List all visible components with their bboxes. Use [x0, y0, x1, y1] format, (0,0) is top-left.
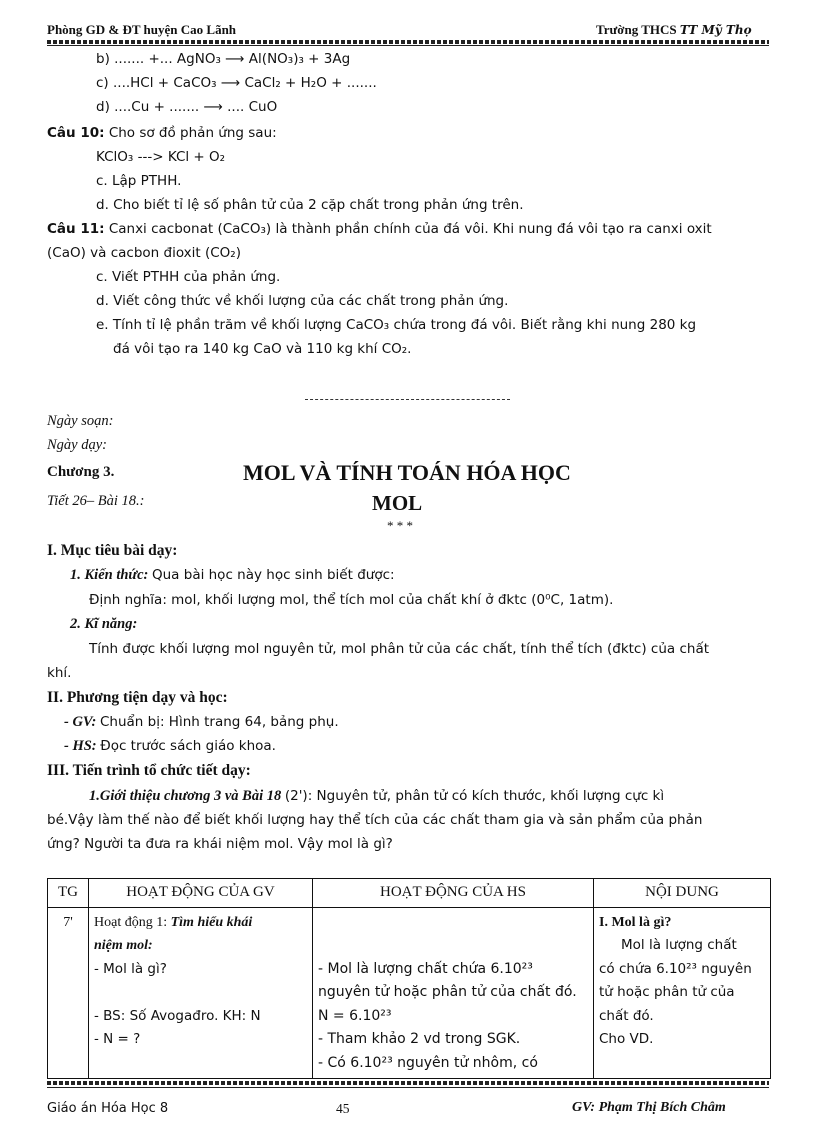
gv-q1: - Mol là gì? [94, 960, 167, 977]
gv-activity-name-cont: niệm mol: [94, 938, 153, 953]
skills-line1: Tính được khối lượng mol nguyên tử, mol phân tử của các chất, tính thể tích (đktc) của chất [89, 641, 710, 657]
section3-heading: III. Tiến trình tổ chức tiết dạy: [47, 762, 251, 779]
intro-line3: ứng? Người ta đưa ra khái niệm mol. Vậy mol là gì? [47, 836, 393, 852]
lesson-table [47, 878, 771, 1079]
hs-a1-l1: - Mol là lượng chất chứa 6.10²³ [318, 960, 533, 977]
ngay-day: Ngày dạy: [47, 437, 107, 453]
nd-title: I. Mol là gì? [599, 914, 672, 930]
hs-label: - HS: [64, 738, 97, 754]
cau11-item-e-cont: đá vôi tạo ra 140 kg CaO và 110 kg khí CO₂. [113, 341, 412, 357]
chapter-title: MOL VÀ TÍNH TOÁN HÓA HỌC [243, 460, 571, 485]
hs-a1-l2: nguyên tử hoặc phân tử của chất đó. [318, 984, 577, 1000]
gv-text: Chuẩn bị: Hình trang 64, bảng phụ. [99, 714, 339, 730]
th-nd: NỘI DUNG [594, 879, 771, 908]
stars: * * * [387, 518, 413, 533]
ngay-soan: Ngày soạn: [47, 413, 114, 429]
intro [89, 788, 664, 805]
reaction-c: c) ....HCl + CaCO₃ ⟶ CaCl₂ + H₂O + ....... [96, 75, 377, 91]
gv-prep [64, 714, 339, 731]
table-header-row [48, 879, 771, 908]
hs-a2: N = 6.10²³ [318, 1007, 392, 1024]
gv-activity-label: Hoạt động 1: [94, 914, 168, 930]
header-right [596, 22, 752, 38]
knowledge-detail: Định nghĩa: mol, khối lượng mol, thể tích mol của chất khí ở đktc (0⁰C, 1atm). [89, 592, 614, 608]
th-hs: HOẠT ĐỘNG CỦA HS [313, 879, 594, 908]
section2-heading: II. Phương tiện dạy và học: [47, 689, 228, 706]
cell-gv [89, 907, 313, 1079]
cell-nd [594, 907, 771, 1079]
th-gv: HOẠT ĐỘNG CỦA GV [89, 879, 313, 908]
cau11-line1: Canxi cacbonat (CaCO₃) là thành phần chính của đá vôi. Khi nung đá vôi tạo ra canxi oxit [108, 221, 712, 237]
footer-left: Giáo án Hóa Học 8 [47, 1101, 169, 1116]
section1-heading: I. Mục tiêu bài dạy: [47, 542, 178, 559]
knowledge-text: Qua bài học này học sinh biết được: [152, 567, 395, 583]
knowledge-label: 1. Kiến thức: [70, 567, 149, 583]
gv-activity-name: Tìm hiểu khái [170, 914, 253, 930]
hs-prep [64, 738, 276, 755]
cell-tg: 7' [48, 907, 89, 1079]
nd-l5: Cho VD. [599, 1031, 654, 1047]
cau10-text: Cho sơ đồ phản ứng sau: [108, 125, 277, 141]
cau10-scheme: KClO₃ ---> KCl + O₂ [96, 149, 226, 165]
hs-text: Đọc trước sách giáo khoa. [100, 738, 276, 754]
cau10-label: Câu 10: [47, 125, 105, 141]
cau11-line2: (CaO) và cacbon đioxit (CO₂) [47, 245, 241, 261]
knowledge [70, 567, 395, 584]
gv-q3: - N = ? [94, 1031, 141, 1047]
gv-label: - GV: [64, 714, 97, 730]
nd-l2: có chứa 6.10²³ nguyên [599, 960, 752, 977]
nd-l1: Mol là lượng chất [621, 937, 737, 953]
cau11-label: Câu 11: [47, 221, 105, 237]
header-school: Trường THCS [596, 22, 677, 37]
footer-right: GV: Phạm Thị Bích Châm [572, 1100, 726, 1115]
header-rule [47, 40, 769, 44]
cau11-item-d: d. Viết công thức về khối lượng của các chất trong phản ứng. [96, 293, 509, 309]
chapter-label: Chương 3. [47, 464, 115, 480]
lesson-label: Tiết 26– Bài 18.: [47, 493, 145, 509]
intro-line2: bé.Vậy làm thế nào để biết khối lượng hay thể tích của các chất tham gia và sản phẩm của phản [47, 812, 703, 828]
intro-label: 1.Giới thiệu chương 3 và Bài 18 [89, 788, 282, 804]
header-rule-thin [47, 45, 769, 46]
hs-a3: - Tham khảo 2 vd trong SGK. [318, 1031, 521, 1047]
lesson-title: MOL [372, 491, 423, 515]
separator [305, 399, 510, 400]
th-tg: TG [48, 879, 89, 908]
cau10-item-d: d. Cho biết tỉ lệ số phân tử của 2 cặp chất trong phản ứng trên. [96, 197, 524, 213]
footer-rule-thin [47, 1087, 769, 1088]
cau10 [47, 125, 277, 141]
cau10-item-c: c. Lập PTHH. [96, 173, 182, 189]
skills-label: 2. Kĩ năng: [70, 616, 138, 632]
page-number: 45 [336, 1101, 350, 1116]
nd-l4: chất đó. [599, 1007, 654, 1024]
header-left: Phòng GD & ĐT huyện Cao Lãnh [47, 22, 237, 37]
intro-line1: (2'): Nguyên tử, phân tử có kích thước, khối lượng cực kì [284, 788, 665, 804]
reaction-d: d) ....Cu + ....... ⟶ .... CuO [96, 99, 278, 115]
gv-q2: - BS: Số Avogađro. KH: N [94, 1007, 261, 1024]
gv-activity-title [94, 911, 307, 935]
table-row [48, 907, 771, 1079]
footer-rule [47, 1081, 769, 1085]
cau11-item-e: e. Tính tỉ lệ phần trăm về khối lượng CaCO₃ chứa trong đá vôi. Biết rằng khi nung 280 kg [96, 317, 697, 333]
nd-l3: tử hoặc phân tử của [599, 984, 735, 1000]
reaction-b: b) ....... +... AgNO₃ ⟶ Al(NO₃)₃ + 3Ag [96, 51, 351, 67]
cau11-item-c: c. Viết PTHH của phản ứng. [96, 269, 281, 285]
header-school-name: TT Mỹ Thọ [679, 23, 752, 37]
cau11 [47, 221, 712, 237]
skills-line2: khí. [47, 665, 72, 681]
hs-a4: - Có 6.10²³ nguyên tử nhôm, có [318, 1054, 538, 1071]
cell-hs [313, 907, 594, 1079]
